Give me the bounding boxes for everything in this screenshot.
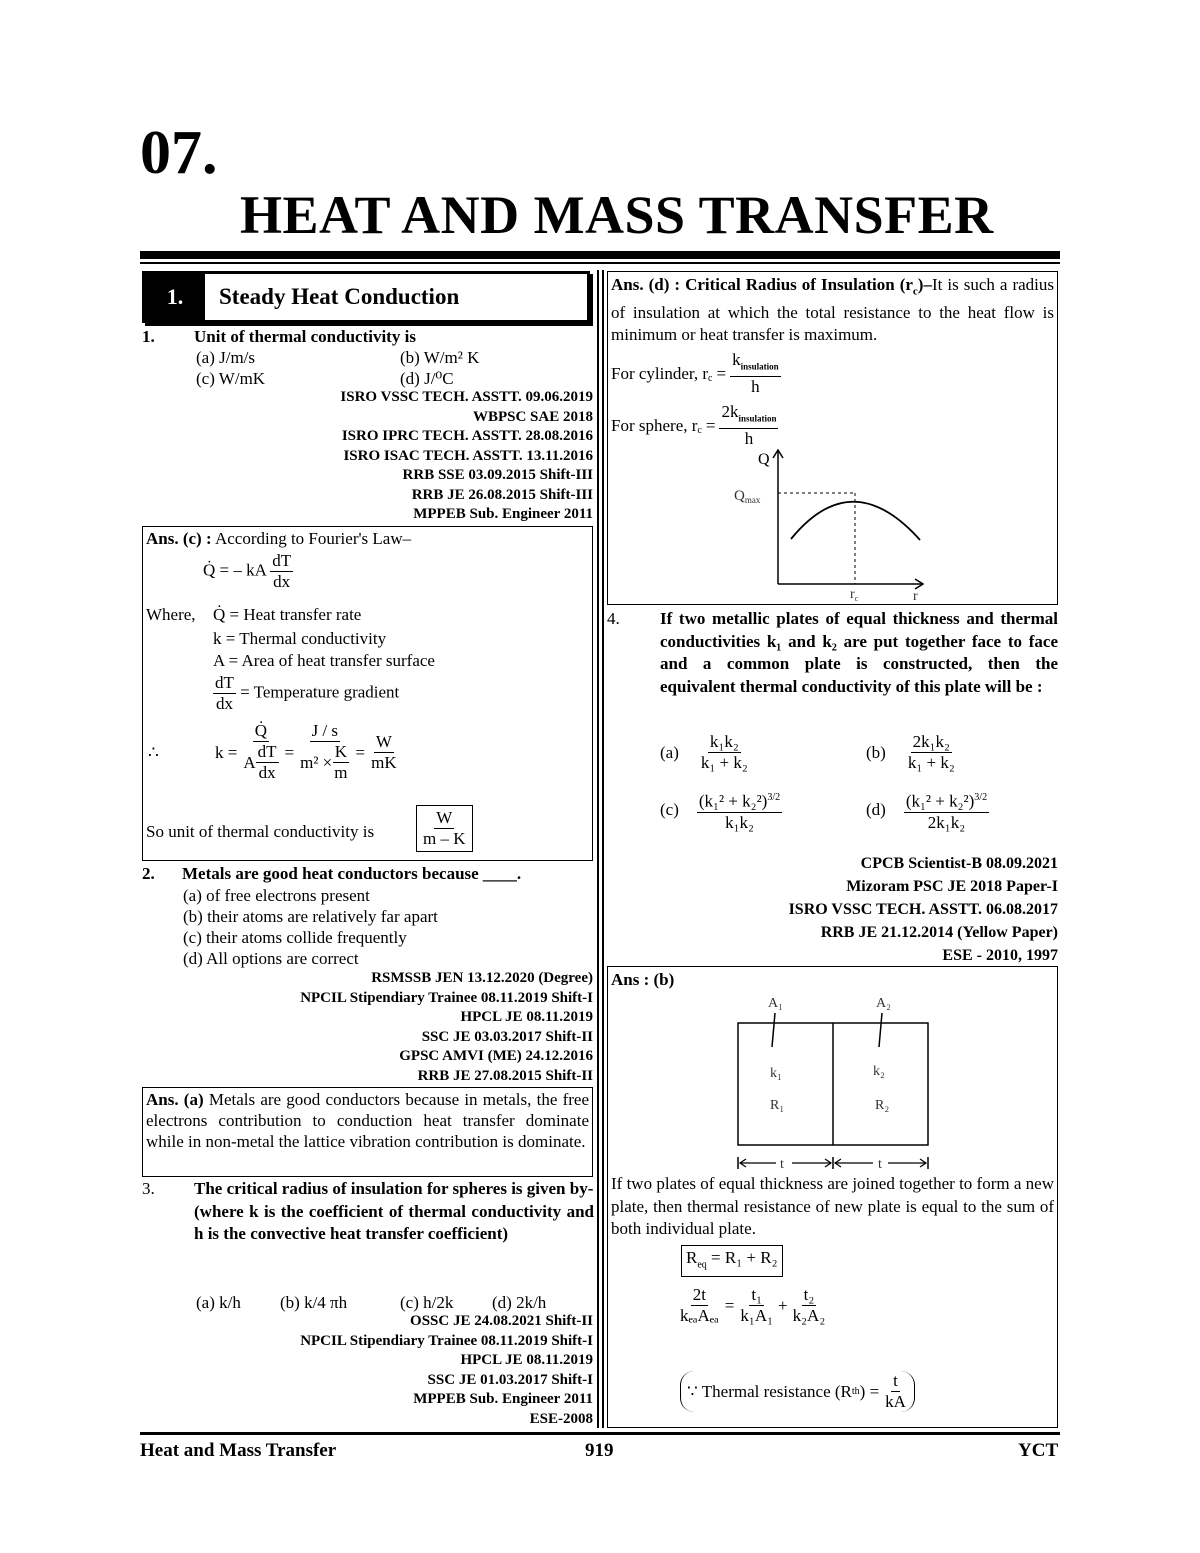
source-item: RRB JE 27.08.2015 Shift-II <box>417 1067 593 1084</box>
source-item: RRB SSE 03.09.2015 Shift-III <box>402 467 593 483</box>
source-item: ESE-2008 <box>529 1410 593 1427</box>
resistance-label-1: R₁ <box>770 1098 785 1113</box>
chapter-number: 07. <box>140 119 218 187</box>
graph-qmax-label <box>734 488 761 505</box>
source-item: HPCL JE 08.11.2019 <box>460 1009 593 1025</box>
option-c: (c) h/2k <box>400 1293 454 1312</box>
section-title: Steady Heat Conduction <box>219 284 460 309</box>
conclusion-text: So unit of thermal conductivity is <box>146 822 375 841</box>
top-rule-thin <box>140 262 1060 264</box>
option-b <box>866 732 957 773</box>
qmax-text: Q <box>734 488 745 504</box>
option-b: (b) k/4 πh <box>280 1293 348 1312</box>
sphere-formula <box>611 402 778 449</box>
definition: k = Thermal conductivity <box>213 629 387 648</box>
option-c: (c) their atoms collide frequently <box>183 928 407 947</box>
answer-label <box>611 275 932 298</box>
exponent: 3/2 <box>974 792 988 803</box>
answer-label: Ans. (a) <box>146 1090 204 1109</box>
fraction-denominator: k₁A₁ <box>740 1306 774 1325</box>
thickness-equation <box>678 1285 827 1326</box>
question-4-number: 4. <box>607 609 620 628</box>
fraction-numerator: (k₁² + k₂²) <box>698 791 768 811</box>
source-item: MPPEB Sub. Engineer 2011 <box>413 506 593 522</box>
equals-sign: = <box>716 364 727 384</box>
fourier-equation <box>203 551 293 592</box>
fraction-numerator: W <box>375 731 392 751</box>
section-heading <box>142 271 590 323</box>
fraction-numerator: Q̇ <box>254 721 268 740</box>
source-item: RRB JE 26.08.2015 Shift-III <box>411 486 593 503</box>
formula-label: For cylinder, r <box>611 364 709 384</box>
top-rule <box>140 251 1060 259</box>
source-list <box>660 852 1058 967</box>
option-a: (a) J/m/s <box>196 348 256 367</box>
answer-3-text <box>611 274 1054 346</box>
fraction-numerator: 2k₁k₂ <box>912 732 950 751</box>
fraction-numerator: 2k <box>721 402 739 421</box>
question-note: (where k is the coefficient of thermal conductivity and h is the convective heat transfer coefficient) <box>194 1201 594 1243</box>
answer-label-text: Ans. (d) : Critical Radius of Insulation (r <box>611 275 913 294</box>
answer-label-end: )– <box>917 275 932 294</box>
fraction-numerator: K <box>334 742 348 761</box>
source-item: WBPSC SAE 2018 <box>472 408 593 425</box>
source-item: ISRO VSSC TECH. ASSTT. 09.06.2019 <box>340 389 593 405</box>
answer-text: It is such a radius of insulation at which the total resistance to the heat flow is minimum or heat transfer is maximum. <box>611 275 1054 345</box>
fraction-denominator: k₁ + k₂ <box>907 753 955 772</box>
plus-sign: + <box>778 1296 788 1315</box>
option-label: (a) <box>660 742 679 762</box>
fraction-denominator: m <box>334 763 348 782</box>
footer-right: YCT <box>1018 1440 1059 1461</box>
option-d: (d) J/⁰C <box>400 369 454 388</box>
definition: Q̇ = Heat transfer rate <box>213 605 362 624</box>
answer-2-box <box>142 1087 593 1177</box>
fraction-numerator: dT <box>272 551 292 570</box>
fraction-numerator: k₁k₂ <box>709 732 739 751</box>
fraction-denominator: A <box>243 752 256 772</box>
definition: = Temperature gradient <box>240 682 400 702</box>
thermal-resistance-note <box>680 1371 915 1412</box>
page-number: 919 <box>585 1440 614 1461</box>
question-text: Metals are good heat conductors because ____. <box>182 864 522 883</box>
subscript: th <box>851 1386 860 1397</box>
question-number: 1. <box>142 327 155 346</box>
conductivity-label-2: k₂ <box>873 1064 885 1079</box>
fraction-numerator: dT <box>215 673 234 692</box>
option-a: (a) k/h <box>196 1293 241 1312</box>
fraction-denominator: k₁ + k₂ <box>700 753 748 772</box>
area-label-1: A₁ <box>768 996 783 1011</box>
question-3-number: 3. <box>142 1179 155 1198</box>
option-a: (a) of free electrons present <box>183 886 370 905</box>
fraction-denominator: dx <box>258 763 276 782</box>
option-d: (d) All options are correct <box>183 949 359 968</box>
question-number: 2. <box>142 864 155 883</box>
answer-boxed-unit <box>416 805 473 852</box>
req-symbol: R <box>686 1248 698 1267</box>
fraction-numerator: t <box>893 1371 898 1390</box>
footer-left: Heat and Mass Transfer <box>140 1440 337 1461</box>
subscript: c <box>854 594 859 603</box>
critical-radius-graph <box>728 444 1048 604</box>
where-label: Where, <box>146 605 196 624</box>
option-c <box>660 788 782 833</box>
composite-plate-figure <box>718 987 948 1172</box>
answer-4-box <box>607 966 1058 1428</box>
graph-y-label: Q <box>758 451 770 468</box>
subscript: c <box>697 425 702 437</box>
answer-3-box <box>607 271 1058 605</box>
option-label: (d) <box>866 800 886 820</box>
source-item: Mizoram PSC JE 2018 Paper-I <box>846 878 1058 895</box>
source-item: SSC JE 01.03.2017 Shift-I <box>427 1371 593 1388</box>
note-text: ∵ Thermal resistance (R <box>687 1382 852 1401</box>
source-item: SSC JE 03.03.2017 Shift-II <box>421 1028 593 1045</box>
source-item: OSSC JE 24.08.2021 Shift-II <box>410 1313 593 1329</box>
option-d <box>866 788 989 833</box>
subscript: insulation <box>740 361 779 372</box>
option-b: (b) W/m² K <box>400 348 480 367</box>
cylinder-formula <box>611 350 781 397</box>
question-4-text: If two metallic plates of equal thickness and thermal conductivities k₁ and k₂ are put together face to face and a common plate is constructed, then the equivalent thermal conductivity of this plate will be : <box>660 609 1058 696</box>
source-item: GPSC AMVI (ME) 24.12.2016 <box>399 1048 593 1064</box>
column-divider-2 <box>602 270 604 1428</box>
area-pointer-1 <box>772 1013 775 1047</box>
fraction-denominator: 2k₁k₂ <box>927 812 966 832</box>
subscript: eq <box>697 1259 707 1271</box>
question-text: The critical radius of insulation for spheres is given by- <box>194 1179 594 1198</box>
fraction-denominator: h <box>751 377 760 397</box>
fraction-denominator: kₑₐAₑₐ <box>680 1306 719 1325</box>
formula-label: For sphere, r <box>611 416 698 436</box>
source-item: RRB JE 21.12.2014 (Yellow Paper) <box>820 924 1058 941</box>
fraction-numerator: W <box>436 808 453 827</box>
source-item: ISRO VSSC TECH. ASSTT. 06.08.2017 <box>788 901 1058 918</box>
option-label: (b) <box>866 742 886 762</box>
fraction-numerator: dT <box>257 742 277 761</box>
definition: A = Area of heat transfer surface <box>213 651 435 670</box>
k-derivation: k = Q̇ A $\frac{dT}{dx}$ = J / s m² × $\frac{K}{m}$ = $\frac{W}{mK}$ <box>215 721 397 782</box>
source-item: ESE - 2010, 1997 <box>942 947 1058 964</box>
question-2 <box>142 863 592 884</box>
question-3-text <box>194 1178 594 1246</box>
source-item: CPCB Scientist-B 08.09.2021 <box>860 855 1058 872</box>
fraction-numerator: t₁ <box>751 1285 763 1304</box>
subscript: max <box>744 495 761 505</box>
fraction-denominator: mK <box>371 752 397 772</box>
thickness-label-1: t <box>780 1157 784 1172</box>
section-number: 1. <box>145 274 205 320</box>
answer-label: Ans : (b) <box>611 970 675 989</box>
conductivity-label-1: k₁ <box>770 1066 782 1081</box>
option-label: (c) <box>660 800 679 820</box>
equivalent-resistance-box <box>681 1245 783 1277</box>
subscript: c <box>912 285 918 298</box>
source-list <box>200 1312 593 1429</box>
chapter-title: HEAT AND MASS TRANSFER <box>240 185 994 245</box>
fraction-denominator: h <box>744 429 754 449</box>
fraction-numerator: t₂ <box>803 1285 815 1304</box>
fraction-denominator: m – K <box>423 829 466 848</box>
fraction-numerator: (k₁² + k₂²) <box>905 791 975 811</box>
bottom-rule <box>140 1432 1060 1435</box>
fraction-numerator: k <box>732 350 741 369</box>
subscript: insulation <box>738 413 777 424</box>
fraction-numerator: 2t <box>692 1285 707 1304</box>
area-label-2: A₂ <box>876 996 891 1011</box>
fraction-denominator: k₁k₂ <box>725 812 754 832</box>
answer-4-text: If two plates of equal thickness are joined together to form a new plate, then thermal resistance of new plate is equal to the sum of both individual plate. <box>611 1174 1054 1238</box>
equals-sign: = <box>705 416 716 436</box>
source-item: ISRO ISAC TECH. ASSTT. 13.11.2016 <box>343 447 593 464</box>
equation-lhs: Q̇ = – kA <box>203 560 266 580</box>
fraction-denominator: dx <box>215 694 233 713</box>
fraction-denominator: m² × <box>300 752 333 772</box>
graph-x-label: r <box>913 589 918 604</box>
source-list <box>200 388 593 525</box>
rc-text: r <box>850 587 855 602</box>
option-d: (d) 2k/h <box>492 1293 547 1312</box>
gradient-definition <box>213 673 399 714</box>
graph-rc-label <box>850 587 859 603</box>
k-equals: k = <box>215 742 238 762</box>
answer-1-box <box>142 526 593 861</box>
thickness-label-2: t <box>878 1157 882 1172</box>
fraction-denominator: kA <box>885 1392 906 1411</box>
therefore-symbol: ∴ <box>148 743 159 762</box>
source-item: RSMSSB JEN 13.12.2020 (Degree) <box>371 970 593 986</box>
source-item: NPCIL Stipendiary Trainee 08.11.2019 Shift-I <box>300 1332 593 1349</box>
exponent: 3/2 <box>767 792 781 803</box>
source-item: NPCIL Stipendiary Trainee 08.11.2019 Shift-I <box>300 989 593 1006</box>
req-rhs: = R₁ + R₂ <box>706 1248 778 1267</box>
option-b: (b) their atoms are relatively far apart <box>183 907 438 926</box>
subscript: c <box>708 373 713 385</box>
fraction-denominator: dx <box>273 572 291 591</box>
fraction-denominator: k₂A₂ <box>792 1306 826 1325</box>
option-c: (c) W/mK <box>196 369 266 388</box>
source-item: MPPEB Sub. Engineer 2011 <box>413 1391 593 1407</box>
fraction-numerator: J / s <box>311 721 339 740</box>
option-a <box>660 732 750 773</box>
answer-text: Metals are good conductors because in metals, the free electrons contribution to conduction heat transfer dominate while in non-metal the lattice vibration contribution is dominate. <box>146 1090 589 1151</box>
source-item: ISRO IPRC TECH. ASSTT. 28.08.2016 <box>341 428 593 444</box>
answer-intro: According to Fourier's Law– <box>214 529 412 548</box>
area-pointer-2 <box>879 1013 882 1047</box>
answer-label: Ans. (c) : <box>146 529 212 548</box>
question-text: Unit of thermal conductivity is <box>194 327 416 346</box>
resistance-label-2: R₂ <box>875 1098 890 1113</box>
column-divider <box>597 270 599 1428</box>
question-1 <box>142 326 592 347</box>
note-end: ) = <box>859 1382 880 1401</box>
source-list <box>200 969 593 1086</box>
equals-sign: = <box>724 1296 735 1315</box>
source-item: HPCL JE 08.11.2019 <box>460 1352 593 1368</box>
